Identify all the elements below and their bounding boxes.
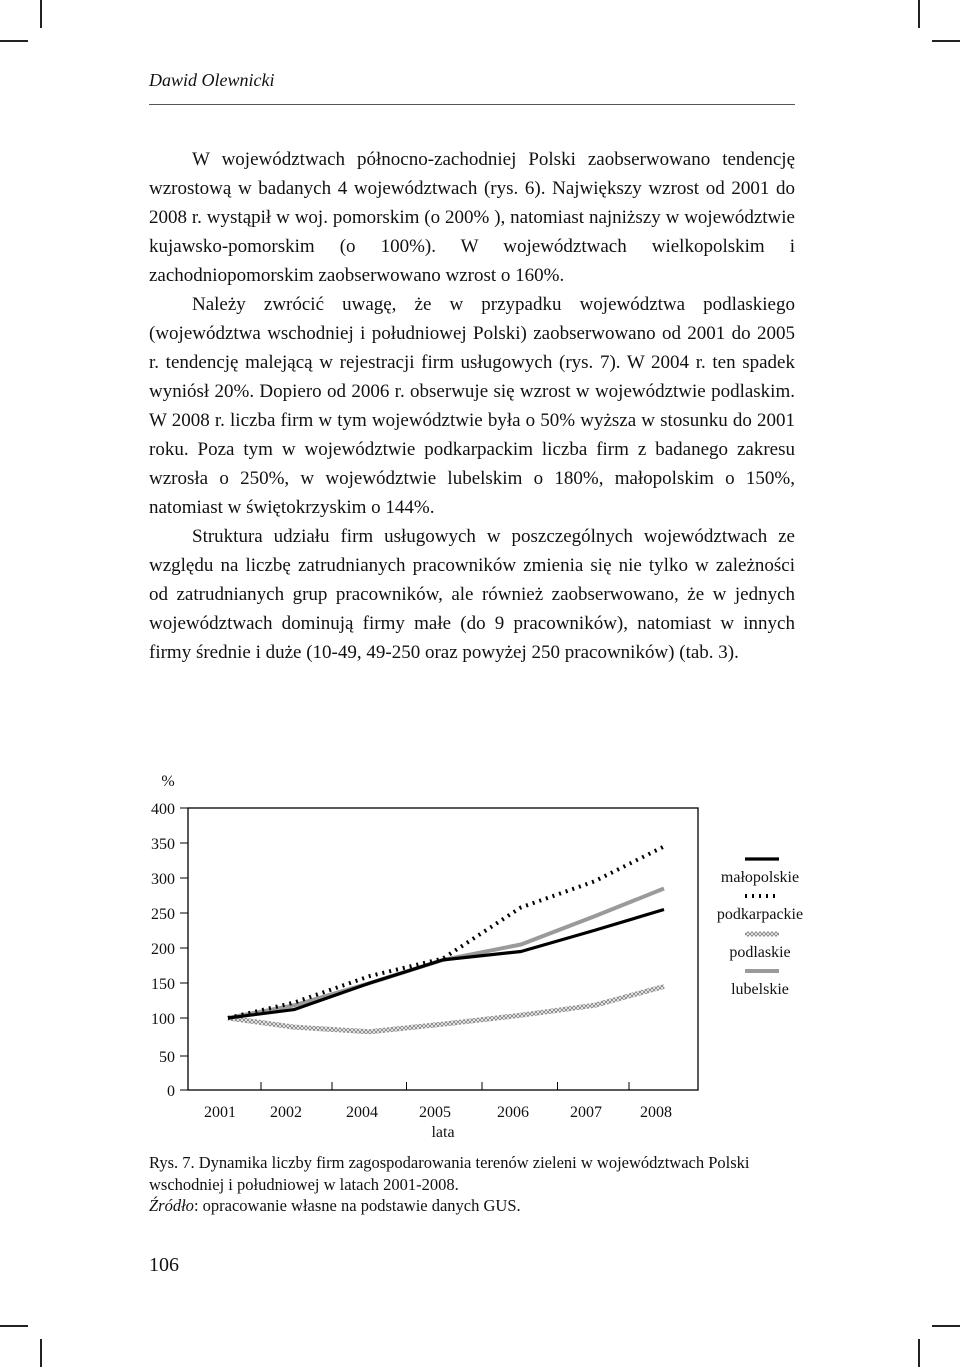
figure-caption [149,1152,799,1217]
x-tick-label: 2006 [497,1104,529,1121]
crop-mark [0,1325,28,1327]
y-tick-label: 50 [159,1049,175,1066]
y-tick-label: 100 [151,1011,175,1028]
y-axis-label: % [161,773,175,790]
legend-label: lubelskie [731,981,789,998]
y-tick-label: 200 [151,941,175,958]
y-tick-label: 400 [151,801,175,818]
series-line-małopolskie [228,910,664,1019]
crop-mark [40,0,42,28]
crop-mark [932,1325,960,1327]
paragraph: Struktura udziału firm usługowych w poszczególnych województwach ze względu na liczbę zatrudnianych pracowników zmienia się nie tylko w zależności od zatrudnianych grup pracowników, ale również zaobserwowano, że w jednych województwach dominują firmy małe (do 9 pracowników), natomiast w innych firmy średnie i duże (10-49, 49-250 oraz powyżej 250 pracowników) (tab. 3). [149,526,795,663]
legend-label: małopolskie [720,869,800,886]
caption-source-text: : opracowanie własne na podstawie danych GUS. [193,1196,521,1215]
paragraph: Należy zwrócić uwagę, że w przypadku województwa podlaskiego (województwa wschodniej i południowej Polski) zaobserwowano od 2001 do 2005 r. tendencję malejącą w rejestracji firm usługowych (rys. 7). W 2004 r. ten spadek wyniósł 20%. Dopiero od 2006 r. obserwuje się wzrost w województwie podlaskim. W 2008 r. liczba firm w tym województwie była o 50% wyższa w stosunku do 2001 roku. Poza tym w województwie podkarpackim liczba firm z badanego zakresu wzrosła o 250%, w województwie lubelskim o 180%, małopolskim o 150%, natomiast w świętokrzyskim o 144%. [149,294,795,518]
series-line-lubelskie [228,889,664,1019]
plot-frame [188,808,698,1090]
series-line-podlaskie [228,987,664,1032]
crop-mark [932,40,960,42]
crop-mark [0,40,28,42]
body-text [149,145,795,667]
x-tick-label: 2007 [570,1104,602,1121]
x-tick-label: 2008 [640,1104,672,1121]
caption-text: Rys. 7. Dynamika liczby firm zagospodarowania terenów zieleni w województwach Polski wschodniej i południowej w latach 2001-2008. [149,1153,750,1194]
caption-source-label: Źródło [149,1196,194,1215]
y-tick-label: 0 [167,1083,175,1100]
y-tick-label: 250 [151,906,175,923]
running-head: Dawid Olewnicki [149,70,275,90]
x-axis-label: lata [431,1124,455,1141]
crop-mark [40,1339,42,1367]
y-tick-label: 350 [151,836,175,853]
crop-mark [918,1339,920,1367]
x-tick-label: 2004 [346,1104,378,1121]
x-tick-label: 2001 [204,1104,236,1121]
page-number: 106 [149,1254,179,1276]
x-tick-label: 2002 [270,1104,302,1121]
crop-mark [918,0,920,28]
header-rule [149,104,795,105]
y-tick-label: 150 [151,976,175,993]
x-tick-label: 2005 [419,1104,451,1121]
paragraph: W województwach północno-zachodniej Polski zaobserwowano tendencję wzrostową w badanych 4 województwach (rys. 6). Największy wzrost od 2001 do 2008 r. wystąpił w woj. pomorskim (o 200% ), natomiast najniższy w województwie kujawsko-pomorskim (o 100%). W województwach wielkopolskim i zachodniopomorskim zaobserwowano wzrost o 160%. [149,149,795,286]
series-line-podkarpackie [228,847,664,1019]
y-tick-label: 300 [151,871,175,888]
legend-label: podlaskie [729,944,791,961]
legend-label: podkarpackie [716,906,804,923]
